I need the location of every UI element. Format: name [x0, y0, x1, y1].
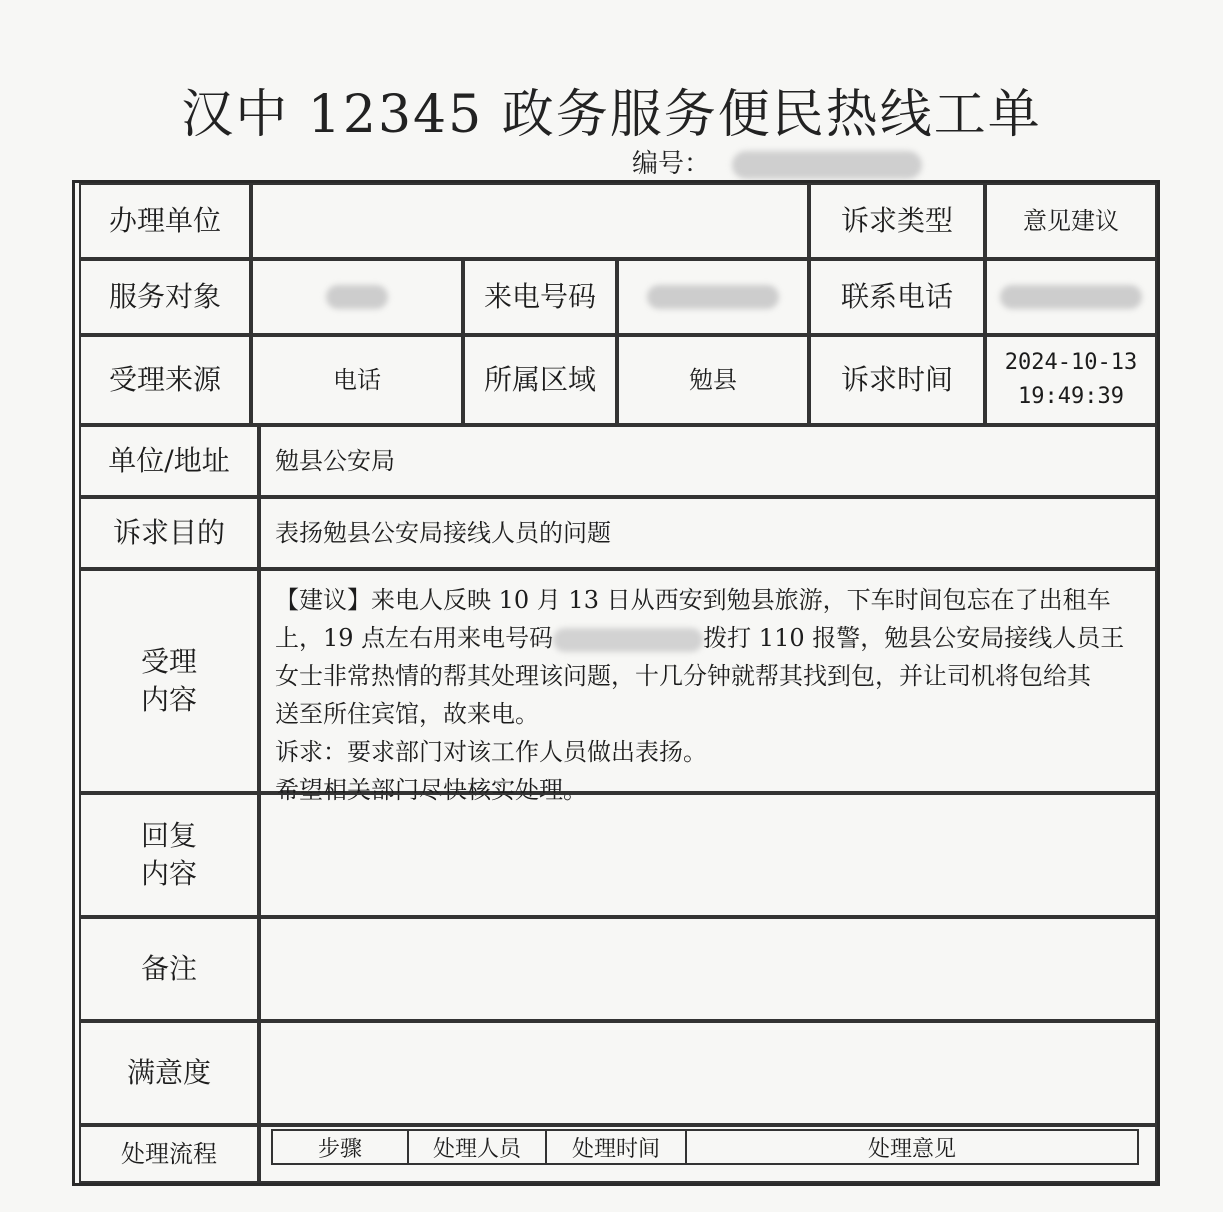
redacted-phone	[553, 628, 703, 652]
reply-label	[79, 793, 259, 917]
remark-value	[259, 917, 1157, 1021]
redacted-service	[326, 285, 388, 309]
process-col-opinion: 处理意见	[867, 1136, 956, 1162]
process-header	[271, 1129, 1139, 1165]
source-label: 受理来源	[79, 335, 251, 425]
time-label: 诉求时间	[809, 335, 985, 425]
caller-value	[617, 259, 809, 335]
service-label: 服务对象	[79, 259, 251, 335]
redacted-number	[732, 151, 922, 179]
process-col-handler: 处理人员	[409, 1131, 547, 1163]
address-value: 勉县公安局	[259, 425, 1157, 497]
contact-label: 联系电话	[809, 259, 985, 335]
source-value: 电话	[251, 335, 463, 425]
process-label: 处理流程	[79, 1125, 259, 1183]
content-line: 送至所住宾馆，故来电。	[275, 700, 539, 728]
content-line: 诉求：要求部门对该工作人员做出表扬。	[275, 738, 707, 766]
content-line	[275, 619, 1141, 657]
unit-label: 办理单位	[79, 183, 251, 259]
caller-label: 来电号码	[463, 259, 617, 335]
content-label-line2: 内容	[140, 683, 197, 716]
redacted-caller	[647, 285, 779, 309]
content-line-part: 上，19 点左右用来电号码	[275, 624, 554, 652]
content-label	[79, 569, 259, 793]
content-line: 希望相关部门尽快核实处理。	[275, 776, 587, 804]
contact-value	[985, 259, 1157, 335]
process-col-time: 处理时间	[547, 1131, 687, 1163]
type-label: 诉求类型	[809, 183, 985, 259]
content-body	[259, 569, 1157, 804]
reply-label-line2: 内容	[140, 857, 197, 890]
form-number-label: 编号：	[632, 149, 711, 179]
process-col-step: 步骤	[273, 1131, 409, 1163]
area-value: 勉县	[617, 335, 809, 425]
content-label-line1: 受理	[140, 645, 197, 679]
purpose-value: 表扬勉县公安局接线人员的问题	[259, 497, 1157, 569]
content-line: 女士非常热情的帮其处理该问题，十几分钟就帮其找到包，并让司机将包给其	[275, 662, 1091, 690]
unit-value	[251, 183, 809, 259]
content-line-part: 拨打 110 报警，勉县公安局接线人员王	[703, 624, 1125, 652]
time-clock: 19:49:39	[1018, 384, 1124, 409]
address-label: 单位/地址	[79, 425, 259, 497]
content-line: 【建议】来电人反映 10 月 13 日从西安到勉县旅游，下车时间包忘在了出租车	[275, 586, 1111, 614]
work-order-table	[72, 180, 1160, 1186]
time-value	[985, 335, 1157, 425]
redacted-contact	[1000, 285, 1143, 309]
form-number	[632, 143, 922, 180]
area-label: 所属区域	[463, 335, 617, 425]
satisfaction-label: 满意度	[79, 1021, 259, 1125]
reply-label-line1: 回复	[140, 819, 197, 853]
service-value	[251, 259, 463, 335]
purpose-label: 诉求目的	[79, 497, 259, 569]
type-value: 意见建议	[985, 183, 1157, 259]
form-title: 汉中 12345 政务服务便民热线工单	[181, 85, 1042, 145]
remark-label: 备注	[79, 917, 259, 1021]
satisfaction-value	[259, 1021, 1157, 1125]
reply-value	[259, 793, 1157, 917]
time-date: 2024-10-13	[1004, 349, 1138, 375]
